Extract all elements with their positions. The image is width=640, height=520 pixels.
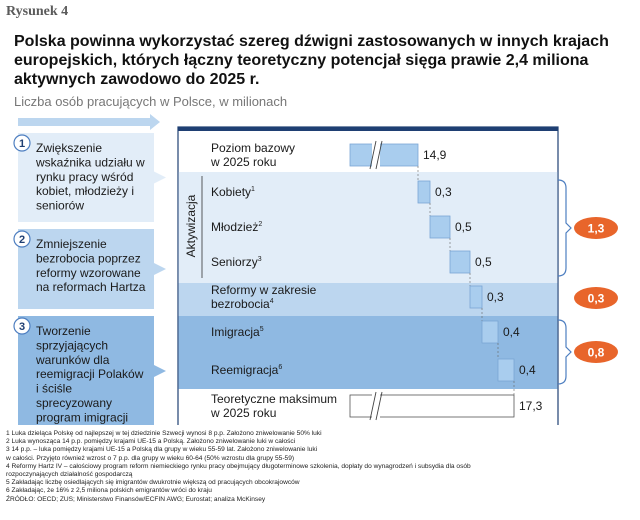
category-label: Młodzież$^2$ [211, 220, 263, 234]
bar-value-label: 0,4 [503, 325, 520, 339]
bar [350, 144, 418, 166]
lever-3 [14, 316, 166, 425]
footnote-line: 4 Reformy Hartz IV – całościowy program reform niemieckiego rynku pracy obejmujący długoterminowe szkolenia, dopłaty do wynagrodzeń i subsydia dla osób [6, 462, 471, 470]
frame-top-bar [178, 127, 558, 131]
lever-text-line: rynku pracy wśród [36, 169, 134, 184]
group-label-aktywizacja: Aktywizacja [184, 194, 198, 258]
bar-value-label: 17,3 [519, 399, 543, 413]
lever-text-line: reformy wzorowane [36, 265, 141, 280]
group-total-label: 0,3 [587, 291, 605, 306]
category-label: Reformy w zakresie [211, 283, 317, 297]
footnote-marker: 1 [251, 186, 255, 193]
category-label: Poziom bazowy [211, 141, 296, 155]
lever-number: 2 [18, 234, 26, 246]
lever-text-line: na reformach Hartza [36, 280, 146, 295]
footnote-line: ŹRÓDŁO: OECD; ZUS; Ministerstwo Finansów/ECFIN AWG; Eurostat; analiza McKinsey [6, 495, 266, 503]
bar [470, 286, 482, 308]
category-label: w 2025 roku [211, 155, 277, 169]
bar [418, 181, 430, 203]
lever-text-line: sprecyzowany [36, 396, 113, 410]
bar-value-label: 0,5 [455, 220, 472, 234]
bar [430, 216, 450, 238]
footnote-marker: 6 [278, 364, 283, 371]
footnote-marker: 2 [258, 221, 263, 228]
category-label: Reemigracja$^6$ [211, 363, 283, 377]
lever-1 [14, 133, 166, 222]
lever-2 [14, 229, 166, 309]
figure-label: Rysunek 4 [6, 4, 69, 19]
bar [482, 321, 498, 343]
lever-text-line: program imigracji [36, 410, 129, 425]
lever-arrow [154, 172, 166, 184]
lever-number: 1 [18, 138, 26, 150]
chart-subtitle: Liczba osób pracujących w Polsce, w milionach [14, 94, 288, 109]
category-label: w 2025 roku [211, 406, 277, 420]
category-label: Imigracja$^5$ [211, 325, 264, 339]
category-label: bezrobocia$^4$ [211, 297, 274, 311]
lever-text-line: reemigracji Polaków [36, 367, 144, 382]
group-bracket [558, 180, 571, 276]
top-arrow [18, 114, 160, 130]
footnote-marker: 5 [259, 326, 264, 333]
bar [498, 359, 514, 381]
footnote-line: rozpoczynających działalność gospodarczą [6, 471, 133, 479]
footnote-line: 3 14 p.p. – luka pomiędzy krajami UE-15 a Polską dla grupy w wieku 55-59 lat. Założono zniwelowanie luki [6, 446, 318, 454]
lever-text-line: Zmniejszenie [36, 237, 107, 251]
group-total-label: 1,3 [587, 221, 605, 236]
lever-arrow [154, 365, 166, 377]
group-total-label: 0,8 [587, 345, 605, 360]
bar-value-label: 14,9 [423, 148, 447, 162]
group-brackets [558, 180, 618, 384]
footnote-line: 5 Zakładając liczbę osiedlających się imigrantów dwukrotnie większą od pracujących obcokrajowców [6, 479, 300, 487]
lever-number: 3 [18, 321, 26, 333]
lever-text-line: Tworzenie [36, 324, 91, 338]
lever-text-line: bezrobocia poprzez [36, 251, 141, 266]
footnote-marker: 4 [269, 298, 274, 305]
category-label: Kobiety$^1$ [211, 185, 255, 199]
lever-text-line: Zwiększenie [36, 141, 103, 155]
footnote-line: 2 Luka wynosząca 14 p.p. pomiędzy krajami UE-15 a Polską. Założono zniwelowanie luki w całości [6, 438, 296, 446]
chart-title: Polska powinna wykorzystać szereg dźwigni zastosowanych w innych krajach europejskich, których łączny teoretyczny potencjał sięga prawie 2,4 miliona aktywnych zawodowo do 2025 r. [14, 33, 609, 88]
bar-value-label: 0,3 [435, 185, 452, 199]
lever-text-line: wskaźnika udziału w [36, 155, 145, 170]
footnote-line: 6 Zakładając, że 16% z 2,5 miliona polskich emigrantów wróci do kraju [6, 487, 212, 495]
footnote-marker: 3 [257, 256, 262, 263]
bar [450, 251, 470, 273]
bar-value-label: 0,4 [519, 363, 536, 377]
lever-text-line: warunków dla [36, 352, 110, 367]
footnote-line: w całości. Przyjęto również wzrost o 7 p.p. dla grupy w wieku 60-64 (50% wzrostu dla grupy 55-59) [6, 454, 295, 462]
footnote-line: 1 Luka dzieląca Polskę od najlepszej w tej dziedzinie Szwecji wynosi 8 p.p. Założono zniwelowanie 50% luki [6, 430, 322, 437]
lever-text-line: i ściśle [36, 381, 73, 396]
bar-value-label: 0,3 [487, 290, 504, 304]
group-bracket [558, 320, 571, 384]
category-label: Teoretyczne maksimum [211, 392, 338, 406]
levers-column [14, 114, 166, 425]
lever-text-line: sprzyjających [36, 338, 109, 353]
lever-text-line: kobiet, młodzieży i [36, 184, 135, 199]
bar-value-label: 0,5 [475, 255, 492, 269]
category-label: Seniorzy$^3$ [211, 255, 262, 269]
footnotes [6, 430, 636, 504]
lever-arrow [154, 263, 166, 275]
lever-text-line: seniorów [36, 198, 85, 213]
